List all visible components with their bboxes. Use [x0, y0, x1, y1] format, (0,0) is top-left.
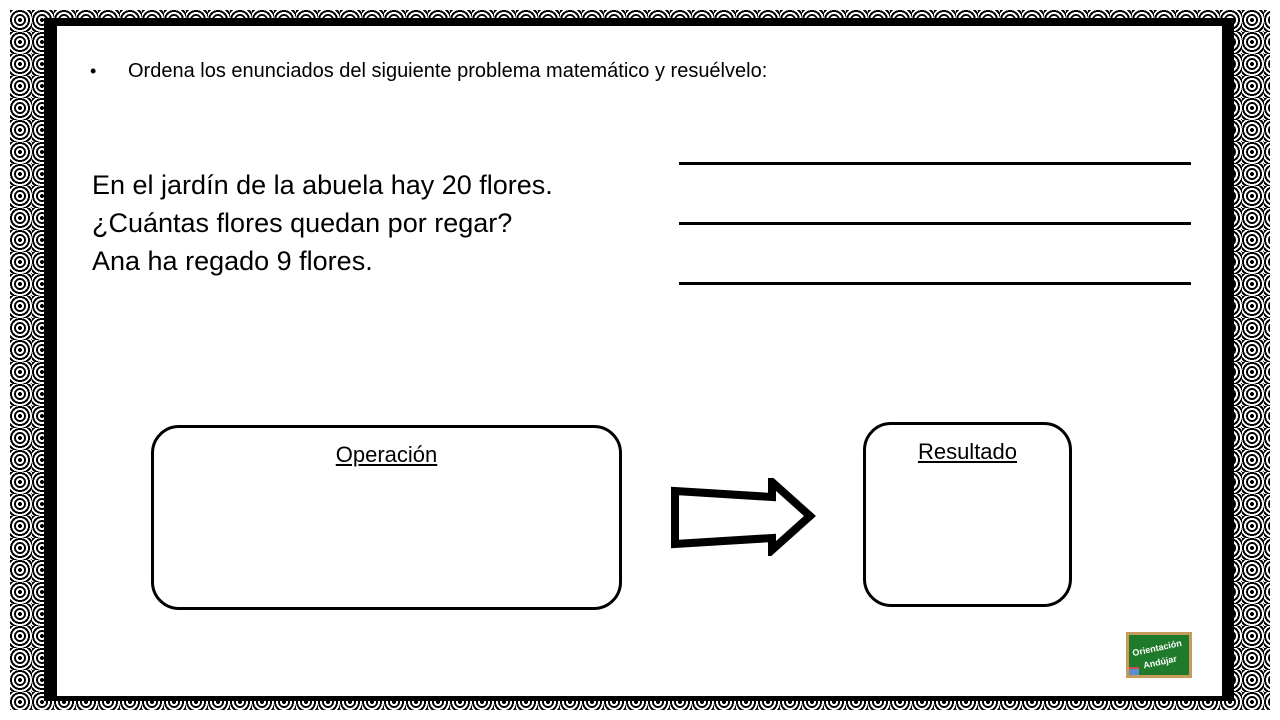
logo-line-1: Orientación: [1131, 637, 1183, 659]
answer-line-1[interactable]: [679, 162, 1191, 165]
answer-line-3[interactable]: [679, 282, 1191, 285]
operation-label: Operación: [335, 442, 438, 467]
books-icon: [1126, 667, 1139, 677]
statement: Ana ha regado 9 flores.: [92, 246, 373, 276]
result-box[interactable]: [863, 422, 1072, 607]
statement: En el jardín de la abuela hay 20 flores.: [92, 170, 553, 200]
instruction: [90, 60, 767, 83]
orientacion-andujar-logo: [1126, 632, 1192, 678]
statement: ¿Cuántas flores quedan por regar?: [92, 208, 513, 238]
problem-statements: [92, 166, 553, 280]
logo-line-2: Andújar: [1142, 653, 1178, 671]
answer-line-2[interactable]: [679, 222, 1191, 225]
bullet-icon: •: [90, 61, 97, 81]
result-label: Resultado: [917, 439, 1018, 464]
operation-box[interactable]: [151, 425, 622, 610]
arrow-right-icon: [668, 478, 818, 556]
instruction-text: Ordena los enunciados del siguiente problema matemático y resuélvelo:: [128, 60, 768, 82]
